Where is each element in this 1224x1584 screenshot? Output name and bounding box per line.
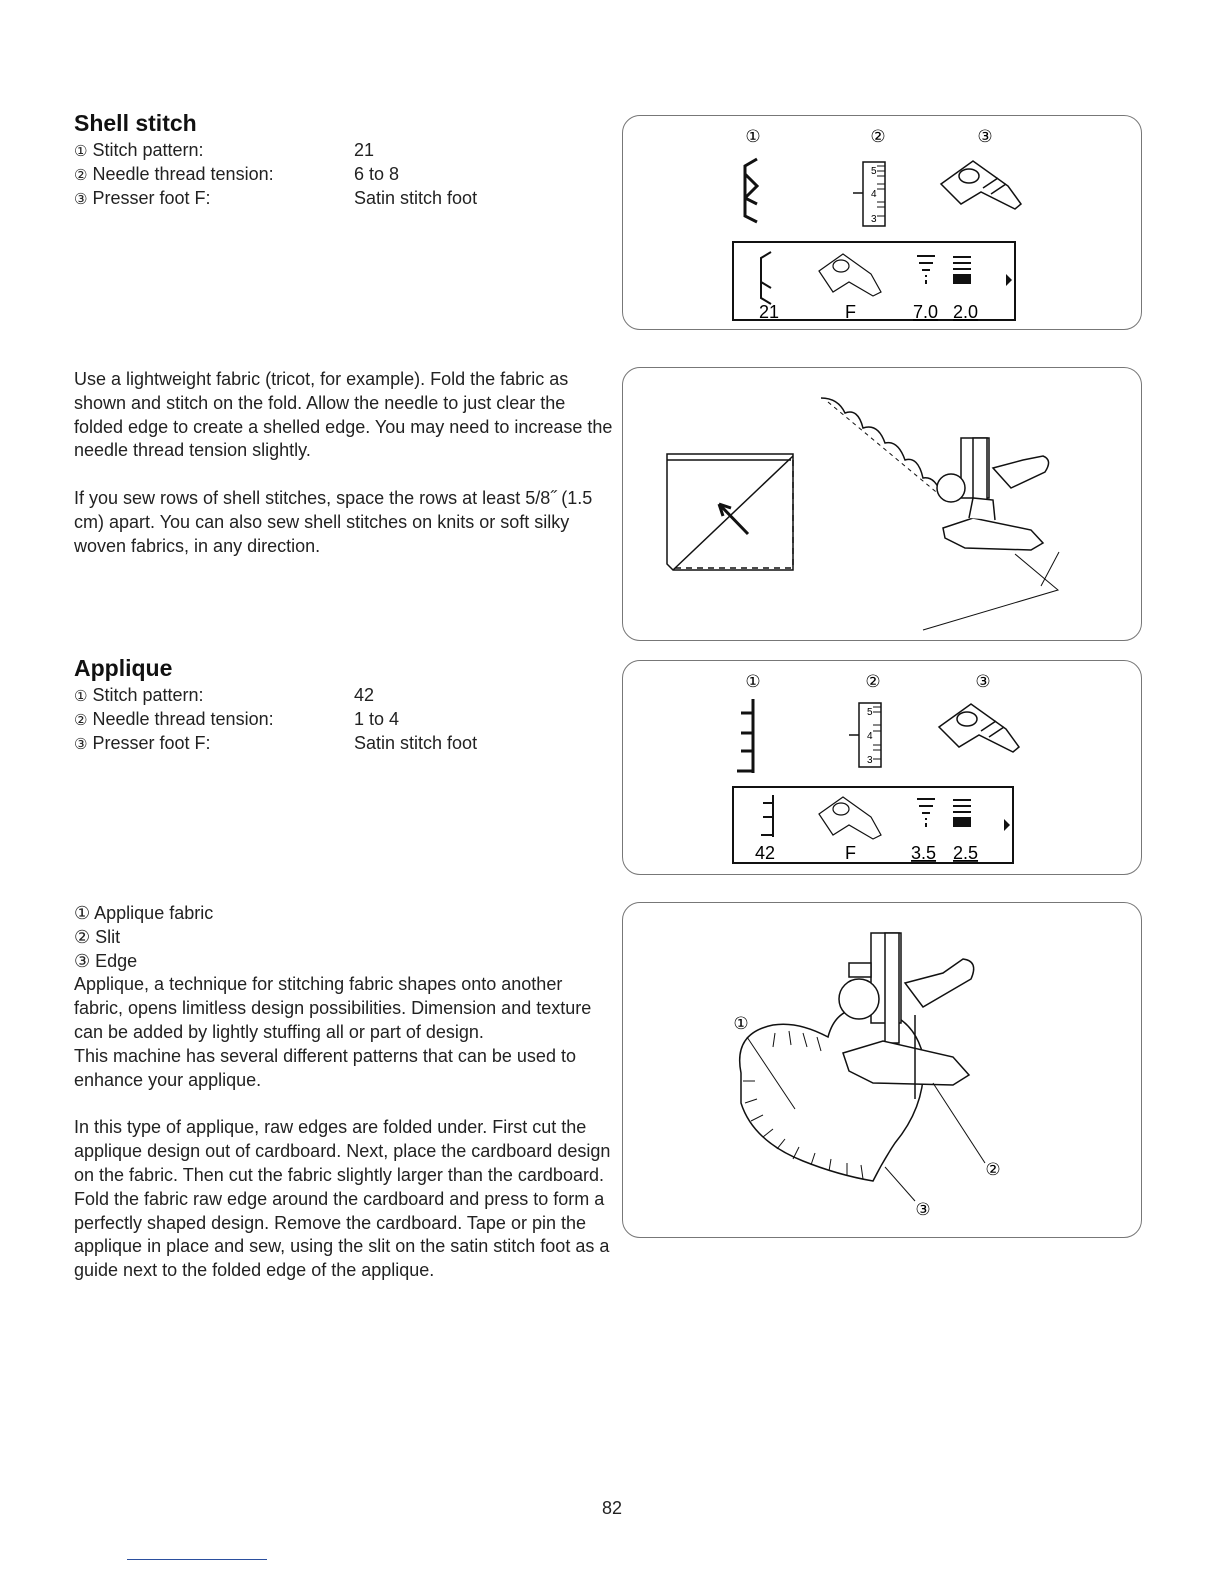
legend-slit: ② Slit [74,926,121,947]
shell-stitch-illustration [623,368,1141,640]
marker: ① [74,687,88,705]
marker-applique-fabric: ① [733,1014,749,1033]
dial-4: 4 [867,731,873,742]
lcd-foot-letter: F [845,302,856,322]
spec-label: Needle thread tension: [92,164,274,184]
page-number: 82 [601,1498,623,1518]
satin-stitch-foot-icon [941,161,1021,209]
marker-slit: ② [985,1160,1001,1179]
fabric-edge-line [923,554,1058,630]
lcd-width-value: 3.5 [911,843,937,863]
spec-label: Presser foot F: [92,188,211,208]
spec-value: Satin stitch foot [354,188,478,208]
shell-paragraph-1: Use a lightweight fabric (tricot, for example). Fold the fabric as shown and stitch on the fold. Allow the needle to just clear the folded edge to create a shelled edge. You may need to increase the needle thread tension slightly. [74,369,613,461]
applique-illustration-panel [622,902,1142,1238]
spec-label: Needle thread tension: [92,709,274,729]
applique-illustration [623,903,1141,1237]
marker-3: ③ [977,127,993,146]
shell-settings-diagram [623,116,1141,329]
marker-1: ① [745,672,761,691]
satin-stitch-foot-icon [939,704,1019,752]
marker: ② [74,166,88,184]
lcd-pattern-number: 21 [759,302,780,322]
marker-3: ③ [975,672,991,691]
applique-settings-panel [622,660,1142,875]
marker-2: ② [865,672,881,691]
legend-edge: ③ Edge [74,950,138,971]
marker: ③ [74,190,88,208]
spec-value: 1 to 4 [354,709,400,729]
fold-arrow-icon [719,504,748,534]
lcd-width-value: 7.0 [913,302,939,322]
shell-stitch-illustration-panel [622,367,1142,641]
dial-4: 4 [871,189,877,200]
marker: ③ [74,735,88,753]
spec-value: Satin stitch foot [354,733,478,753]
applique-instructions [74,902,614,1283]
shell-stitch-pattern-icon [745,159,757,222]
tension-dial-icon [853,162,885,226]
lcd-length-value: 2.5 [953,843,979,863]
lcd-display [733,242,1015,322]
folded-fabric-square [667,454,793,570]
shell-instructions [74,368,614,559]
applique-stitch-pattern-icon [737,699,753,773]
spec-value: 6 to 8 [354,164,400,184]
applique-paragraph-3: In this type of applique, raw edges are folded under. First cut the applique design out of cardboard. Next, place the cardboard design on the fabric. Then cut the fabric slightly larger than the cardboard. Fold the fabric raw edge around the cardboard and press to form a perfectly shaped design. Remove the cardboard. Tape or pin the applique in place and sew, using the slit on the satin stitch foot as a guide next to the folded edge of the applique. [74,1117,611,1281]
tension-dial-icon [849,703,881,767]
spec-label: Presser foot F: [92,733,211,753]
shell-stitch-title: Shell stitch [74,110,197,136]
shell-paragraph-2: If you sew rows of shell stitches, space the rows at least 5/8˝ (1.5 cm) apart. You can also sew shell stitches on knits or soft silky woven fabrics, in any direction. [74,488,593,556]
spec-label: Stitch pattern: [92,685,204,705]
spec-value: 42 [354,685,375,705]
shell-settings-panel [622,115,1142,330]
marker-2: ② [870,127,886,146]
applique-settings-diagram [623,661,1141,874]
presser-foot-illustration [839,933,974,1099]
footer-rule [127,1559,267,1560]
lcd-length-value: 2.0 [953,302,979,322]
dial-3: 3 [867,755,873,766]
shell-stitch-line [821,398,941,494]
dial-3: 3 [871,214,877,225]
lcd-foot-letter: F [845,843,856,863]
spec-label: Stitch pattern: [92,140,204,160]
applique-title: Applique [74,655,173,681]
dial-5: 5 [871,166,877,177]
dial-5: 5 [867,707,873,718]
marker: ② [74,711,88,729]
marker-edge: ③ [915,1200,931,1219]
marker-1: ① [745,127,761,146]
applique-paragraph-2: This machine has several different patterns that can be used to enhance your applique. [74,1045,576,1090]
lcd-display [733,787,1013,863]
presser-foot-illustration [937,438,1049,550]
marker: ① [74,142,88,160]
lcd-pattern-number: 42 [755,843,776,863]
legend-applique-fabric: ① Applique fabric [74,903,214,923]
spec-value: 21 [354,140,375,160]
applique-paragraph-1: Applique, a technique for stitching fabric shapes onto another fabric, opens limitless design possibilities. Dimension and texture can be added by lightly stuffing all or part of design. [74,974,592,1042]
